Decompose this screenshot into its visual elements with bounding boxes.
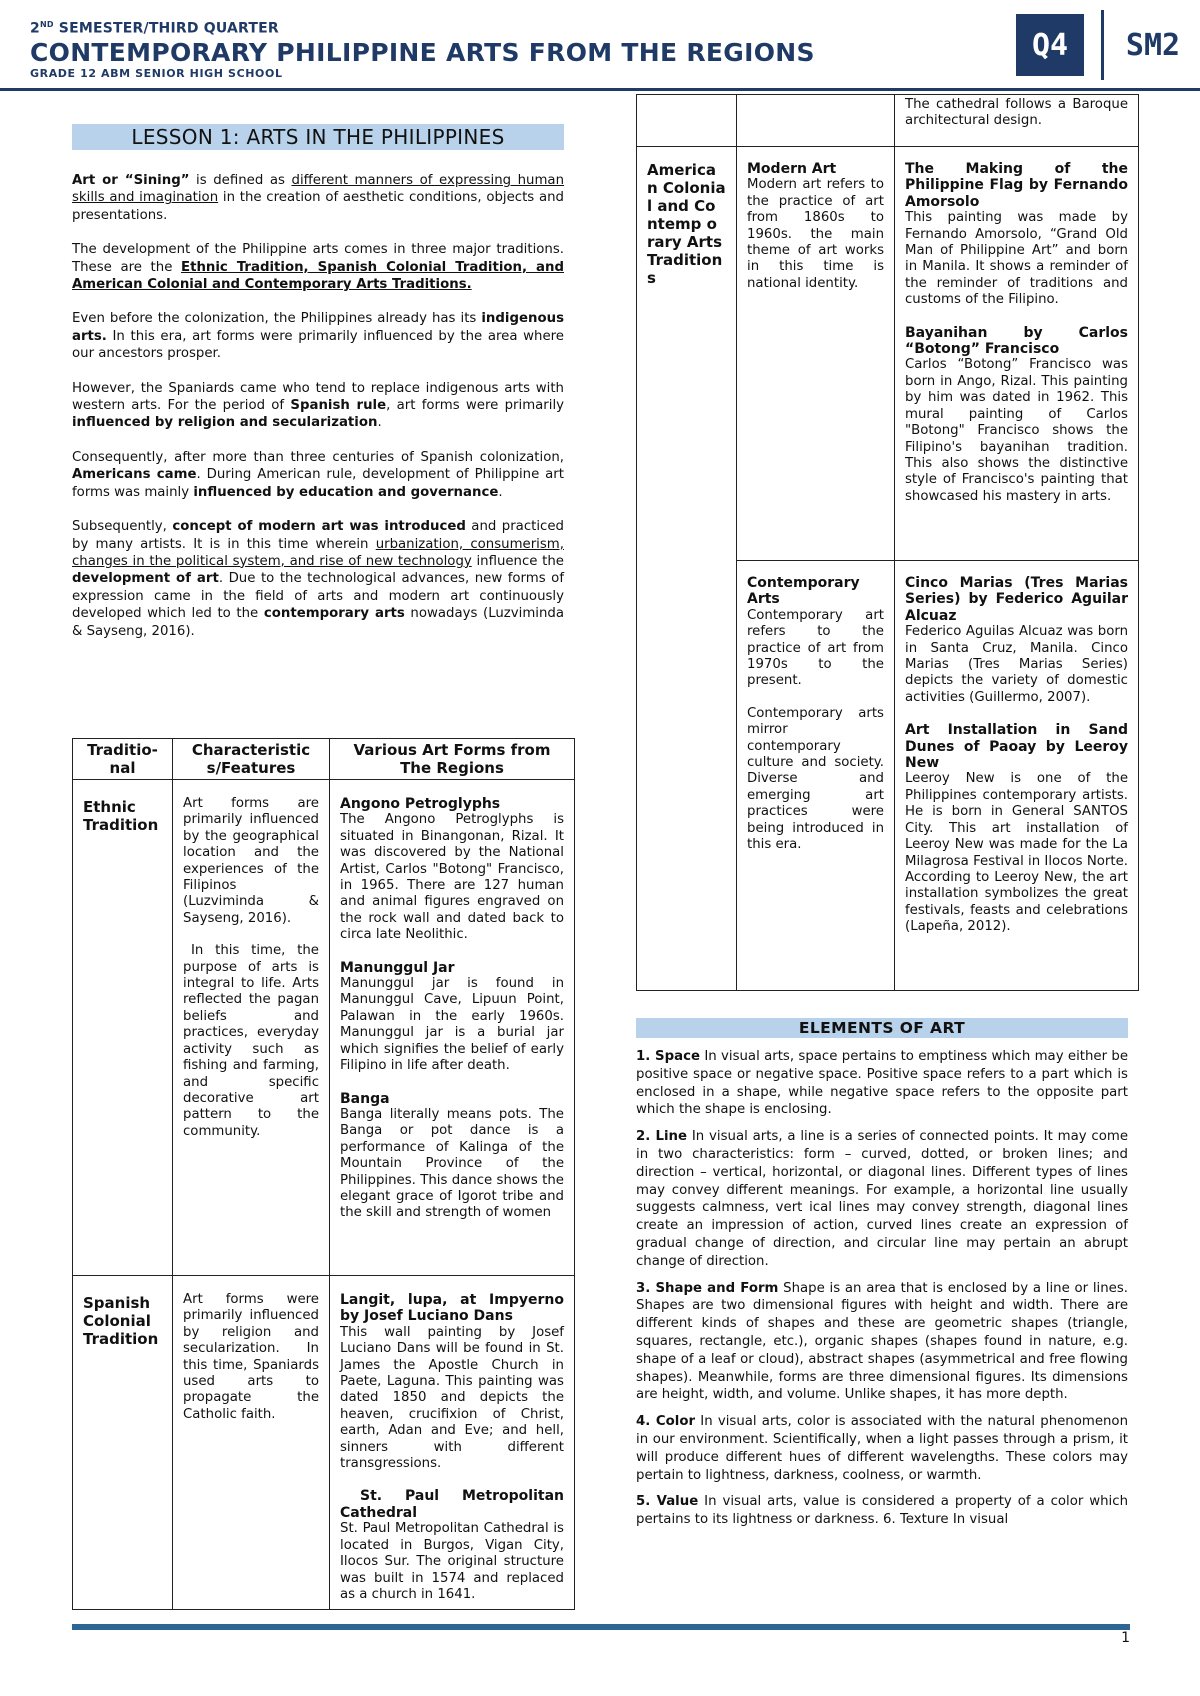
table-row-modern (637, 147, 1139, 561)
art-desc-sand-dunes: Leeroy New is one of the Philippines contemporary artists. He is born in General SANTOS City. This art installation of Leeroy New was made for the La Milagrosa Festival in Ilocos Norte. According to Leeroy New, the art installation symbolizes the great festivals, feasts and celebrations (Lapeña, 2012). (905, 771, 1128, 935)
paragraph-modern: Subsequently, concept of modern art was introduced and practiced by many artists. It is in this time wherein urbanization, consumerism, changes in the political system, and rise of new technology influence the development of art. Due to the technological advances, new forms of expression came in the field of arts and modern art continuously developed which led to the contemporary arts nowadays (Luzviminda & Sayseng, 2016). (72, 519, 565, 639)
header-tradition: Traditio-nal (73, 739, 173, 780)
quarter-badge: Q4 (1016, 14, 1084, 76)
features-spanish-cont (737, 95, 895, 147)
modern-art-desc: Modern art refers to the practice of art from 1860s to 1960s. the main theme of art works in this time is national identity. (747, 177, 884, 291)
art-forms-modern (895, 147, 1139, 561)
paragraph-spanish: However, the Spaniards came who tend to replace indigenous arts with western arts. For the period of Spanish rule, art forms were primarily influenced by religion and secularization. (72, 380, 565, 431)
element-space: 1. Space In visual arts, space pertains to emptiness which may either be positive space or negative space. Positive space refers to a part which is enclosed in a shape, while negative space refers to the opposite part which the shape is enclosing. (636, 1049, 1128, 1118)
modern-art-label: Modern Art (747, 161, 837, 177)
art-name-sand-dunes: Art Installation in Sand Dunes of Paoay by Leeroy New (905, 722, 1128, 772)
paragraph-traditions: The development of the Philippine arts comes in three major traditions. These are the Ethnic Tradition, Spanish Colonial Tradition, and American Colonial and Contemporary Arts Traditions. (72, 242, 564, 293)
art-forms-spanish (330, 1276, 575, 1610)
header-rule (0, 88, 1200, 91)
elements-of-art-heading: ELEMENTS OF ART (636, 1018, 1128, 1038)
art-desc-st-paul: St. Paul Metropolitan Cathedral is located in Burgos, Vigan City, Ilocos Sur. The original structure was built in 1574 and replaced as a church in 1641. (340, 1521, 564, 1602)
paragraph-american: Consequently, after more than three centuries of Spanish colonization, Americans came. During American rule, development of Philippine art forms was mainly influenced by education and governance. (72, 449, 564, 500)
art-name-philippine-flag: The Making of the Philippine Flag by Fernando Amorsolo (905, 161, 1128, 210)
module-badge: SM2 (1125, 27, 1181, 63)
art-name-angono: Angono Petroglyphs (340, 796, 501, 812)
features-contemporary (737, 561, 895, 991)
art-desc-cinco-marias: Federico Aguilas Alcuaz was born in Santa Cruz, Manila. Cinco Marias (Tres Marias Series) depicts the variety of domestic activities (Guillermo, 2007). (905, 624, 1128, 705)
element-value: 5. Value In visual arts, value is considered a property of a color which pertains to its lightness or darkness. 6. Texture In visual (636, 1494, 1128, 1528)
table-header-row (73, 739, 575, 780)
table-row-spanish (73, 1276, 575, 1610)
header-features: Characteristic s/Features (173, 739, 330, 780)
table-row-ethnic (73, 780, 575, 1276)
tradition-spanish-cont (637, 95, 737, 147)
art-name-langit-lupa: Langit, lupa, at Impyerno by Josef Luciano Dans (340, 1292, 564, 1325)
art-desc-banga: Banga literally means pots. The Banga or pot dance is a performance of Kalinga of the Mountain Province of the Philippines. This dance shows the elegant grace of Igorot tribe and the skill and strength of women (340, 1106, 564, 1221)
contemporary-art-label: Contemporary Arts (747, 575, 860, 608)
features-ethnic-text-1: Art forms are primarily influenced by the geographical location and the experiences of the Filipinos (Luzviminda & Sayseng, 2016). (183, 796, 319, 926)
tradition-spanish: Spanish Colonial Tradition (73, 1276, 173, 1610)
art-desc-langit-lupa: This wall painting by Josef Luciano Dans will be found in St. James the Apostle Church in Paete, Laguna. This painting was dated 1850 and depicts the heaven, crucifixion of Christ, earth, Adan and Eve; and hell, sinners with different transgressions. (340, 1324, 564, 1472)
features-ethnic (173, 780, 330, 1276)
header-art-forms: Various Art Forms from The Regions (330, 739, 575, 780)
art-forms-spanish-cont: The cathedral follows a Baroque architectural design. (895, 95, 1139, 147)
lesson-title: LESSON 1: ARTS IN THE PHILIPPINES (72, 124, 564, 150)
contemporary-art-desc-1: Contemporary art refers to the practice of art from 1970s to the present. (747, 607, 884, 689)
traditions-table-continued (636, 94, 1139, 991)
features-ethnic-text-2: In this time, the purpose of arts is integral to life. Arts reflected the pagan beliefs and practices, everyday activity such as fishing and farming, and specific decorative art pattern to the community. (183, 943, 319, 1139)
element-color: 4. Color In visual arts, color is associated with the natural phenomenon in our environment. Scientifically, when a light passes through a prism, it will produce different hues of different wavelengths. These colors may pertain to lightness, darkness, coolness, or warmth. (636, 1414, 1128, 1483)
art-desc-bayanihan: Carlos “Botong” Francisco was born in Ango, Rizal. This painting by him was dated in 1962. This mural painting of Carlos "Botong" Francisco shows the Filipino's bayanihan tradition. This also shows the distinctive style of Francisco's painting that showcased his mastery in arts. (905, 357, 1128, 504)
tradition-american: America n Colonial and Contemp o rary Arts Tradition s (637, 147, 737, 991)
badge-divider (1101, 10, 1104, 80)
features-spanish: Art forms were primarily influenced by religion and secularization. In this time, Spaniards used arts to propagate the Catholic faith. (173, 1276, 330, 1610)
footer-rule (72, 1624, 1130, 1630)
element-line: 2. Line In visual arts, a line is a series of connected points. It may come in two characteristics: form – curved, dotted, or broken lines; and direction – vertical, horizontal, or diagonal lines. Different types of lines may convey different meanings. For example, a horizontal line usually suggests calmness, vert ical lines may convey strength, diagonal lines create an impression of action, curved lines create an expression of gradual change of direction, and circular line may pertain an abrupt change of direction. (636, 1129, 1128, 1269)
traditions-table (72, 738, 575, 1610)
features-modern (737, 147, 895, 561)
element-shape-form: 3. Shape and Form Shape is an area that is enclosed by a line or lines. Shapes are two dimensional figures with height and width. There are different kinds of shapes and these are geometric shapes (triangle, squares, rectangle, etc.), organic shapes (shapes found in nature, e.g. shape of a leaf or cloud), abstract shapes (asymmetrical and free flowing shapes). Meanwhile, forms are three dimensional figures. Its dimensions are height, width, and volume. Unlike shapes, it has more depth. (636, 1280, 1128, 1403)
semester-label: 2ND SEMESTER/THIRD QUARTER (30, 20, 279, 37)
page-header (0, 0, 1200, 92)
table-row-spanish-cont (637, 95, 1139, 147)
art-name-manunggul: Manunggul Jar (340, 959, 455, 976)
contemporary-art-desc-2: Contemporary arts mirror contemporary culture and society. Diverse and emerging art practices were being introduced in this era. (747, 705, 884, 853)
lesson-body (72, 172, 564, 657)
page-number: 1 (1121, 1630, 1130, 1646)
art-desc-angono: The Angono Petroglyphs is situated in Binangonan, Rizal. It was discovered by the National Artist, Carlos "Botong" Francisco, in 1965. There are 127 human and animal figures engraved on the rock wall and dated back to circa late Neolithic. (340, 812, 564, 943)
tradition-ethnic: Ethnic Tradition (73, 780, 173, 1276)
art-desc-manunggul: Manunggul jar is found in Manunggul Cave, Lipuun Point, Palawan in the early 1960s. Manunggul jar is a burial jar which signifies the belief of early Filipino in life after death. (340, 976, 564, 1074)
paragraph-indigenous: Even before the colonization, the Philippines already has its indigenous arts. In this era, art forms were primarily influenced by the area where our ancestors prosper. (72, 311, 564, 362)
elements-of-art-body (636, 1048, 1128, 1538)
art-desc-philippine-flag: This painting was made by Fernando Amorsolo, “Grand Old Man of Philippine Art” and born in Manila. It shows a reminder of the reminder of traditions and customs of the Filipino. (905, 210, 1128, 308)
art-forms-ethnic (330, 780, 575, 1276)
art-name-bayanihan: Bayanihan by Carlos “Botong” Francisco (905, 324, 1128, 358)
art-name-cinco-marias: Cinco Marias (Tres Marias Series) by Federico Aguilar Alcuaz (905, 575, 1128, 624)
course-title: CONTEMPORARY PHILIPPINE ARTS FROM THE REGIONS (30, 38, 815, 67)
grade-label: GRADE 12 ABM SENIOR HIGH SCHOOL (30, 67, 283, 80)
art-forms-contemporary (895, 561, 1139, 991)
art-name-banga: Banga (340, 1090, 390, 1107)
art-name-st-paul: St. Paul Metropolitan Cathedral (340, 1488, 564, 1521)
paragraph-definition: Art or “Sining” is defined as different manners of expressing human skills and imagination in the creation of aesthetic conditions, objects and presentations. (72, 173, 565, 223)
